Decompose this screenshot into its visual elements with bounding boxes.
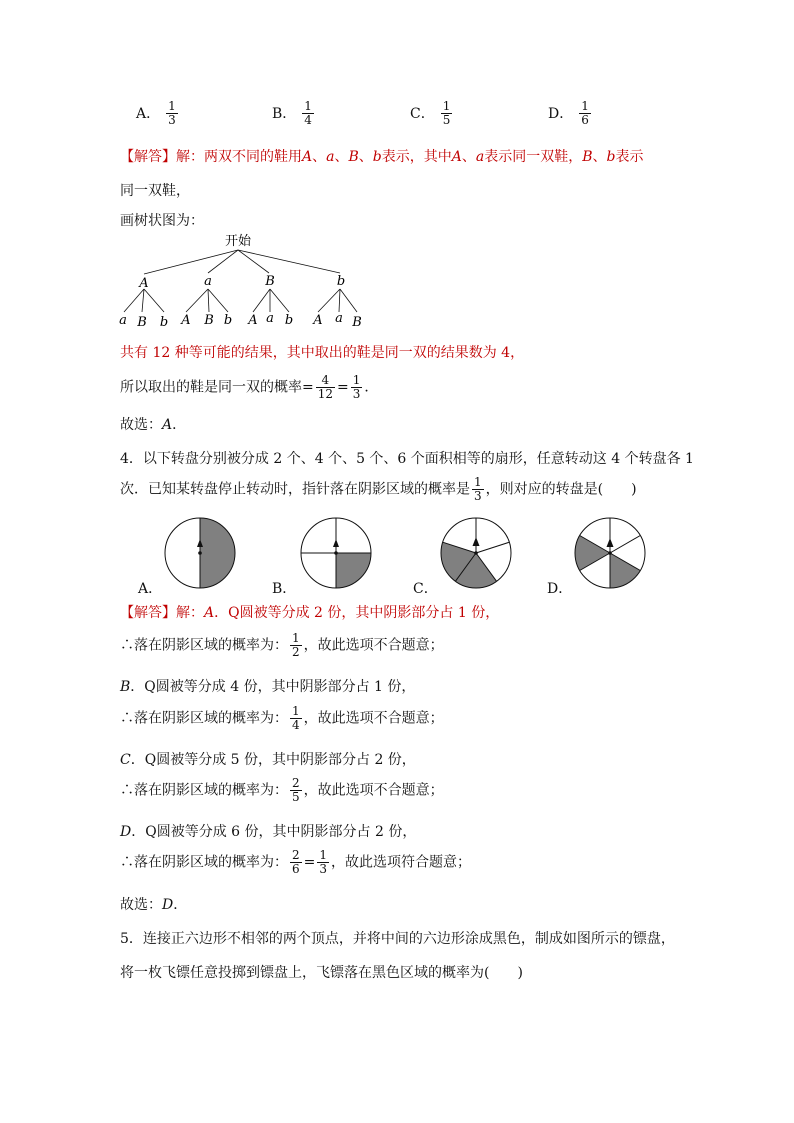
q4-answer-d2: ∴落在阴影区域的概率为： $\frac{2}{6}$ = $\frac{1}{3}$ ，故此选项符合题意； — [120, 848, 472, 876]
option-a — [136, 100, 180, 127]
tree-l2-2-1: a — [266, 311, 274, 326]
q4-answer-a2: ∴落在阴影区域的概率为： $\frac{1}{2}$ ，故此选项不合题意； — [120, 631, 444, 659]
tree-l2-2-2: b — [284, 313, 294, 328]
q3-answer-line3: 画树状图为： — [120, 213, 204, 229]
spinner-label-c: C． — [413, 581, 438, 597]
tree-l2-0-2: b — [159, 315, 169, 330]
q4-fraction: $\frac{1}{3}$ — [474, 475, 482, 503]
spinner-d-shade-1 — [575, 536, 610, 571]
option-b-label: B． — [272, 105, 297, 122]
tree-l1-3: b — [336, 274, 346, 289]
tree-l1-1: a — [204, 274, 212, 289]
q4-answer-c2: ∴落在阴影区域的概率为： $\frac{2}{5}$ ，故此选项不合题意； — [120, 776, 444, 804]
tree-l2-0-1: B — [137, 315, 147, 330]
option-d-label: D． — [548, 105, 574, 122]
tree-l2-1-0: A — [181, 313, 191, 328]
option-d — [548, 100, 593, 127]
tree-l2-3-2: B — [352, 315, 362, 330]
tree-l2-1-1: B — [204, 313, 214, 328]
q4-answer-b2: ∴落在阴影区域的概率为： $\frac{1}{4}$ ，故此选项不合题意； — [120, 704, 444, 732]
fraction-4-12: $\frac{4}{12}$ — [317, 373, 334, 401]
spinner-d-shade-2 — [610, 553, 640, 588]
spinner-d-arrow — [607, 538, 614, 547]
spinner-label-b: B． — [272, 581, 297, 597]
option-c — [410, 100, 454, 127]
q4-answer-end: 故选：D． — [120, 897, 188, 913]
tree-l2-3-1: a — [335, 311, 343, 326]
tree-l2-3-0: A — [313, 313, 323, 328]
option-a-fraction: $\frac{1}{3}$ — [168, 99, 176, 127]
fraction-1-3b: $\frac{1}{3}$ — [319, 848, 328, 876]
spinner-a-shade — [200, 518, 235, 588]
tree-root: 开始 — [224, 234, 252, 249]
fraction-1-3: $\frac{1}{3}$ — [352, 373, 361, 401]
spinner-label-d: D． — [547, 581, 573, 597]
fraction-1-2: $\frac{1}{2}$ — [292, 631, 300, 659]
option-d-fraction: $\frac{1}{6}$ — [581, 99, 589, 127]
tree-l1-2: B — [265, 274, 275, 289]
fraction-2-5: $\frac{2}{5}$ — [292, 776, 300, 804]
spinner-label-a: A． — [138, 581, 163, 597]
fraction-2-6: $\frac{2}{6}$ — [292, 848, 300, 876]
spinner-c — [438, 516, 518, 590]
q3-answer-line6: 故选：A． — [120, 417, 187, 433]
spinner-b — [298, 516, 378, 590]
tree-l2-0-0: a — [119, 313, 127, 328]
q4-line1: 4．以下转盘分别被分成 2 个、4 个、5 个、6 个面积相等的扇形，任意转动这 4 个转盘各 1 — [120, 451, 694, 467]
q4-answer-d1: D．Q圆被等分成 6 份，其中阴影部分占 2 份， — [120, 824, 417, 840]
option-b-fraction: $\frac{1}{4}$ — [304, 99, 312, 127]
q3-answer-line2: 同一双鞋， — [120, 183, 190, 199]
q3-answer-line5: 所以取出的鞋是同一双的概率= $\frac{4}{12}$ = $\frac{1}{3}$ ． — [120, 373, 379, 401]
q4-answer-c1: C．Q圆被等分成 5 份，其中阴影部分占 2 份， — [120, 752, 416, 768]
spinner-d — [572, 516, 652, 590]
q3-answer-line1: 【解答】解：两双不同的鞋用A、a、B、b表示，其中A、a表示同一双鞋，B、b表示 — [120, 149, 644, 165]
spinner-a — [162, 516, 242, 590]
q4-answer-b1: B．Q圆被等分成 4 份，其中阴影部分占 1 份， — [120, 679, 416, 695]
tree-l1-0: A — [139, 276, 149, 291]
q3-answer-line4: 共有 12 种等可能的结果，其中取出的鞋是同一双的结果数为 4， — [120, 345, 525, 361]
tree-diagram — [110, 230, 390, 330]
spinner-c-arrow — [473, 537, 480, 546]
option-b — [272, 100, 316, 127]
q4-line2: 次．已知某转盘停止转动时，指针落在阴影区域的概率是 $\frac{1}{3}$ ，则对应的转盘是( ) — [120, 475, 637, 503]
q5-line1: 5．连接正六边形不相邻的两个顶点，并将中间的六边形涂成黑色，制成如图所示的镖盘， — [120, 931, 675, 947]
q5-line2: 将一枚飞镖任意投掷到镖盘上，飞镖落在黑色区域的概率为( ) — [120, 965, 523, 981]
option-a-label: A． — [136, 105, 161, 122]
option-c-label: C． — [410, 105, 435, 122]
q4-answer-a1: 【解答】解：A．Q圆被等分成 2 份，其中阴影部分占 1 份， — [120, 605, 500, 621]
tree-l2-2-0: A — [248, 313, 258, 328]
tree-l2-1-2: b — [223, 313, 233, 328]
spinner-b-arrow — [333, 539, 339, 547]
option-c-fraction: $\frac{1}{5}$ — [442, 99, 451, 127]
fraction-1-4: $\frac{1}{4}$ — [292, 704, 300, 732]
